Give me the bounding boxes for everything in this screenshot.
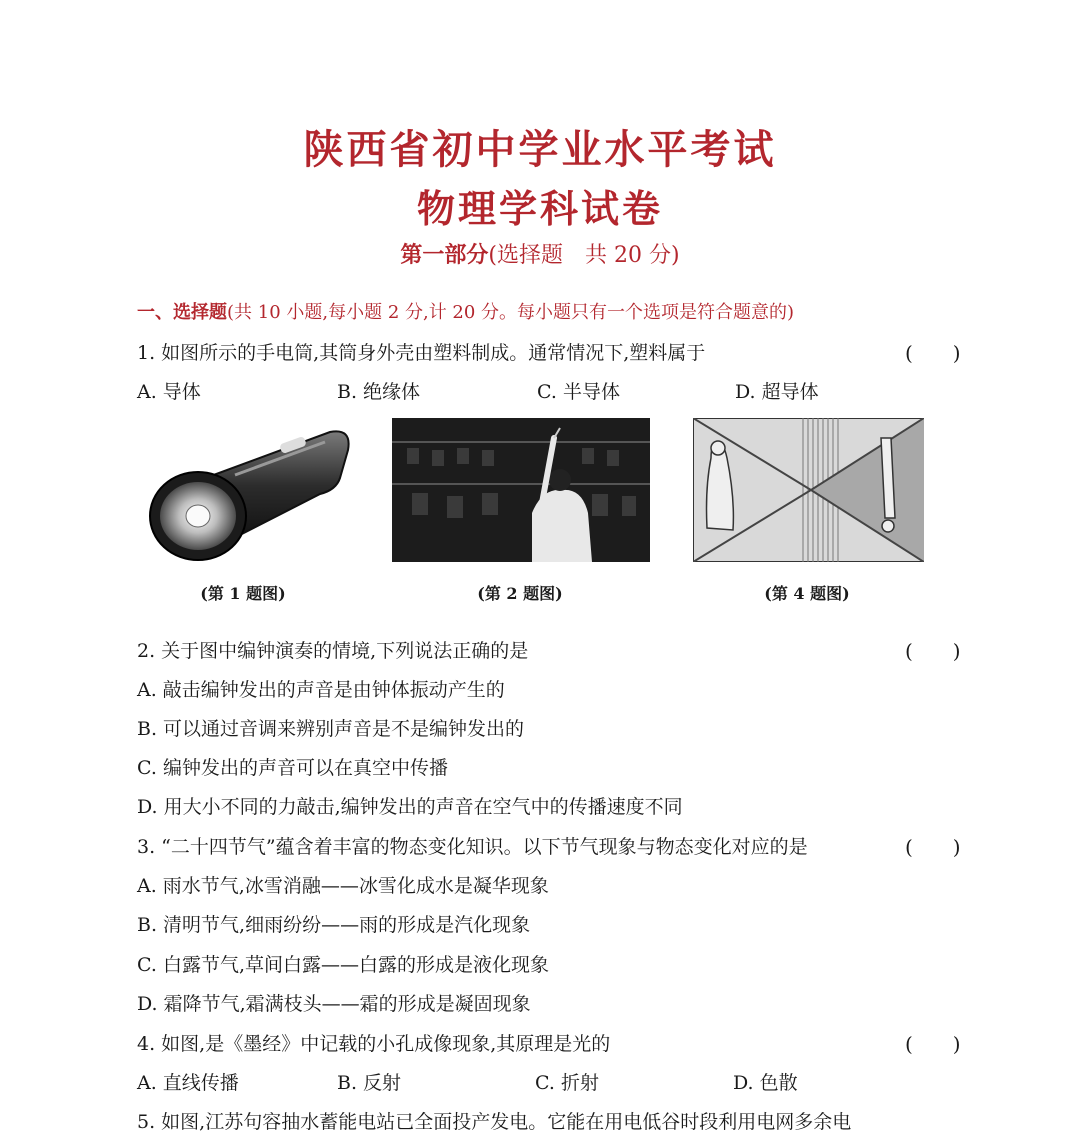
q4-option-a: A. 直线传播 bbox=[137, 1072, 239, 1094]
q2-answer-paren: ( ) bbox=[905, 639, 961, 663]
q1-option-a: A. 导体 bbox=[137, 381, 201, 403]
q1-stem: 1. 如图所示的手电筒,其筒身外壳由塑料制成。通常情况下,塑料属于 bbox=[137, 342, 706, 364]
flashlight-figure bbox=[140, 420, 355, 565]
figure4-caption: (第 4 题图) bbox=[764, 584, 850, 603]
part-label: 第一部分 bbox=[400, 242, 489, 268]
section-label: 一、选择题 bbox=[137, 302, 227, 323]
q3-option-a: A. 雨水节气,冰雪消融——冰雪化成水是凝华现象 bbox=[137, 875, 549, 897]
part-heading bbox=[0, 238, 1080, 269]
q2-option-a: A. 敲击编钟发出的声音是由钟体振动产生的 bbox=[137, 679, 505, 701]
q1-answer-paren: ( ) bbox=[905, 341, 961, 365]
q2-option-d: D. 用大小不同的力敲击,编钟发出的声音在空气中的传播速度不同 bbox=[137, 796, 683, 818]
q4-stem: 4. 如图,是《墨经》中记载的小孔成像现象,其原理是光的 bbox=[137, 1033, 611, 1055]
figure1-caption: (第 1 题图) bbox=[200, 584, 286, 603]
q4-answer-paren: ( ) bbox=[905, 1032, 961, 1056]
q4-option-b: B. 反射 bbox=[337, 1072, 402, 1094]
q3-answer-paren: ( ) bbox=[905, 835, 961, 859]
q3-option-c: C. 白露节气,草间白露——白露的形成是液化现象 bbox=[137, 954, 549, 976]
figure2-caption: (第 2 题图) bbox=[477, 584, 563, 603]
pinhole-figure bbox=[693, 418, 924, 562]
q2-option-b: B. 可以通过音调来辨别声音是不是编钟发出的 bbox=[137, 718, 525, 740]
q3-stem: 3. “二十四节气”蕴含着丰富的物态变化知识。以下节气现象与物态变化对应的是 bbox=[137, 836, 808, 858]
part-note: (选择题 共 20 分) bbox=[488, 243, 680, 268]
q2-option-c: C. 编钟发出的声音可以在真空中传播 bbox=[137, 757, 448, 779]
q5-stem: 5. 如图,江苏句容抽水蓄能电站已全面投产发电。它能在用电低谷时段利用电网多余电 bbox=[137, 1111, 852, 1133]
bianzhong-figure bbox=[392, 418, 650, 562]
exam-title: 陕西省初中学业水平考试 bbox=[303, 126, 777, 173]
section-note: (共 10 小题,每小题 2 分,计 20 分。每小题只有一个选项是符合题意的) bbox=[227, 302, 795, 323]
exam-subtitle: 物理学科试卷 bbox=[416, 186, 663, 231]
q3-option-d: D. 霜降节气,霜满枝头——霜的形成是凝固现象 bbox=[137, 993, 531, 1015]
q1-option-c: C. 半导体 bbox=[537, 381, 620, 403]
q4-option-c: C. 折射 bbox=[535, 1072, 599, 1094]
q1-option-d: D. 超导体 bbox=[735, 381, 819, 403]
section-heading bbox=[137, 298, 794, 324]
q2-stem: 2. 关于图中编钟演奏的情境,下列说法正确的是 bbox=[137, 640, 529, 662]
q4-option-d: D. 色散 bbox=[733, 1072, 798, 1094]
q1-option-b: B. 绝缘体 bbox=[337, 381, 421, 403]
q3-option-b: B. 清明节气,细雨纷纷——雨的形成是汽化现象 bbox=[137, 914, 531, 936]
